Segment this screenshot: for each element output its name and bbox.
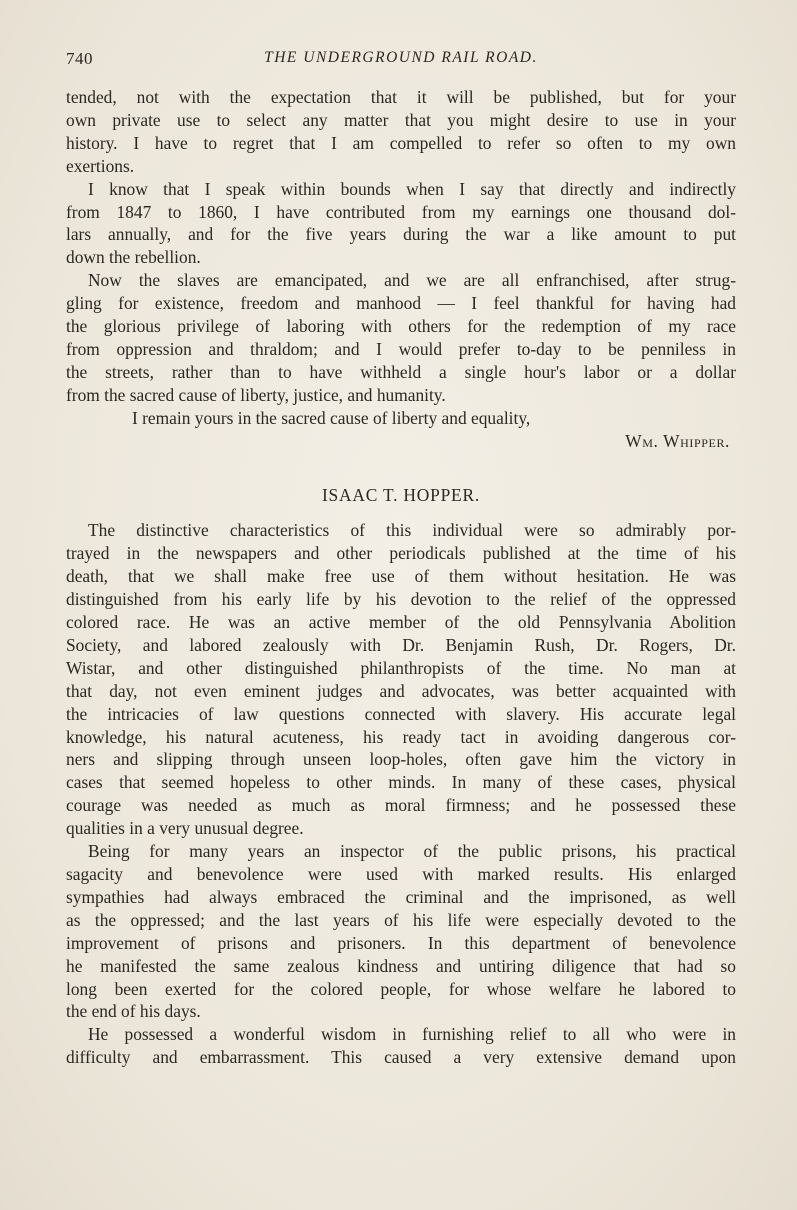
- text-line: he manifested the same zealous kindness and untiring diligence that had so: [66, 955, 736, 976]
- text-line: from the sacred cause of liberty, justice, and humanity.: [66, 384, 446, 405]
- text-line: ners and slipping through unseen loop-holes, often gave him the victory in: [66, 749, 736, 770]
- running-title: THE UNDERGROUND RAIL ROAD.: [264, 49, 538, 66]
- section-paragraph-1: [66, 519, 736, 840]
- letter-closing: I remain yours in the sacred cause of liberty and equality,: [132, 407, 531, 428]
- text-line: death, that we shall make free use of them without hesitation. He was: [66, 566, 736, 587]
- text-line: that day, not even eminent judges and advocates, was better acquainted with: [66, 680, 736, 701]
- text-line: difficulty and embarrassment. This caused a very extensive demand upon: [66, 1047, 736, 1068]
- text-line: Society, and labored zealously with Dr. Benjamin Rush, Dr. Rogers, Dr.: [66, 634, 736, 655]
- text-line: from oppression and thraldom; and I would prefer to-day to be penniless in: [66, 338, 736, 359]
- text-line: sagacity and benevolence were used with marked results. His enlarged: [66, 864, 736, 884]
- text-line: cases that seemed hopeless to other minds. In many of these cases, physical: [66, 772, 736, 793]
- text-line: qualities in a very unusual degree.: [66, 818, 304, 839]
- text-line: courage was needed as much as moral firmness; and he possessed these: [66, 795, 736, 816]
- section-paragraph-2: [66, 840, 736, 1023]
- text-line: own private use to select any matter that you might desire to use in your: [66, 109, 736, 130]
- text-line: history. I have to regret that I am compelled to refer so often to my own: [66, 132, 736, 153]
- section-heading: ISAAC T. HOPPER.: [321, 484, 481, 505]
- text-line: from 1847 to 1860, I have contributed from my earnings one thousand dol-: [66, 201, 736, 222]
- text-line: lars annually, and for the five years during the war a like amount to put: [66, 224, 736, 245]
- text-line: Wistar, and other distinguished philanthropists of the time. No man at: [66, 657, 736, 678]
- section-body: [66, 519, 736, 1069]
- text-line: trayed in the newspapers and other periodicals published at the time of his: [66, 543, 736, 564]
- text-line: improvement of prisons and prisoners. In this department of benevolence: [66, 932, 736, 953]
- letter-paragraph-1: [66, 86, 736, 178]
- section-paragraph-3: [66, 1023, 736, 1069]
- text-line: long been exerted for the colored people, for whose welfare he labored to: [66, 978, 736, 999]
- running-header: [66, 49, 736, 73]
- text-line: colored race. He was an active member of the old Pennsylvania Abolition: [66, 612, 736, 633]
- text-line: Being for many years an inspector of the public prisons, his practical: [88, 841, 736, 862]
- text-line: exertions.: [66, 155, 135, 176]
- letter-signature: Wm. Whipper.: [625, 430, 730, 451]
- text-line: the end of his days.: [66, 1001, 201, 1022]
- page-body: [66, 86, 736, 1069]
- text-line: gling for existence, freedom and manhood — I feel thankful for having had: [66, 293, 736, 314]
- text-line: down the rebellion.: [66, 247, 201, 268]
- page-number: 740: [66, 49, 93, 68]
- letter-paragraph-3: [66, 269, 736, 406]
- text-line: the glorious privilege of laboring with others for the redemption of my race: [66, 316, 736, 337]
- letter-paragraph-2: [66, 178, 736, 270]
- text-line: I know that I speak within bounds when I say that directly and indirectly: [88, 178, 736, 199]
- text-line: sympathies had always embraced the criminal and the imprisoned, as well: [66, 886, 736, 907]
- letter-continuation: [66, 86, 736, 453]
- text-line: The distinctive characteristics of this individual were so admirably por-: [88, 520, 736, 541]
- text-line: tended, not with the expectation that it will be published, but for your: [66, 87, 736, 107]
- text-line: the streets, rather than to have withheld a single hour's labor or a dollar: [66, 361, 736, 382]
- text-line: Now the slaves are emancipated, and we are all enfranchised, after strug-: [88, 270, 736, 291]
- text-line: distinguished from his early life by his devotion to the relief of the oppressed: [66, 589, 736, 610]
- text-line: the intricacies of law questions connected with slavery. His accurate legal: [66, 703, 736, 724]
- text-line: knowledge, his natural acuteness, his ready tact in avoiding dangerous cor-: [66, 726, 736, 747]
- text-line: as the oppressed; and the last years of his life were especially devoted to the: [66, 909, 736, 930]
- text-line: He possessed a wonderful wisdom in furnishing relief to all who were in: [88, 1024, 736, 1045]
